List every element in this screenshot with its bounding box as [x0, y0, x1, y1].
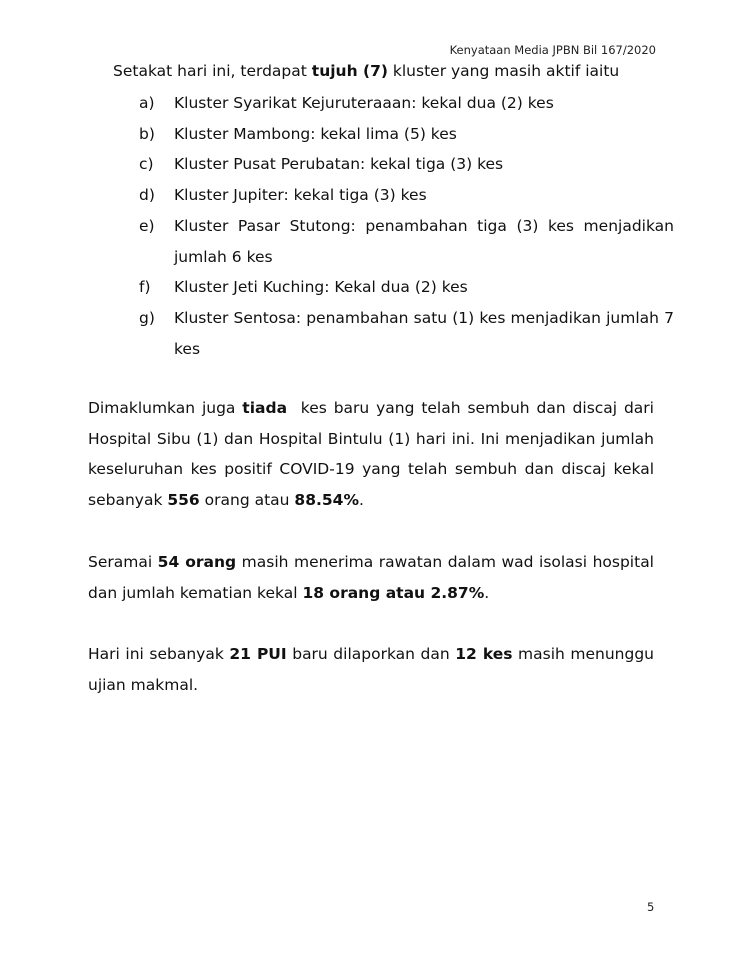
treatment-text-3: .: [484, 583, 490, 602]
cluster-list: [0, 88, 742, 364]
recovered-text-4: .: [358, 491, 364, 510]
cluster-text: Kluster Syarikat Kejuruteraaan: kekal dua (2) kes: [174, 94, 554, 112]
treatment-count: 54 orang: [157, 553, 237, 571]
pui-count: 21 PUI: [229, 645, 287, 663]
page-number: 5: [647, 900, 655, 914]
cluster-item: [0, 149, 742, 180]
cluster-marker: e): [139, 216, 155, 235]
treatment-paragraph: [88, 547, 654, 608]
intro-cluster-count: tujuh (7): [311, 62, 388, 80]
recovered-paragraph: [88, 393, 659, 516]
treatment-text-1: Seramai: [88, 553, 158, 571]
cluster-item: [0, 119, 742, 150]
recovered-total: 556: [167, 491, 200, 510]
cluster-text: Kluster Mambong: kekal lima (5) kes: [174, 124, 457, 143]
intro-text-after: kluster yang masih aktif iaitu: [387, 62, 620, 80]
pending-lab-count: 12 kes: [455, 645, 513, 663]
cluster-text: Kluster Pasar Stutong: penambahan tiga (3) kes menjadikan jumlah 6 kes: [174, 216, 674, 266]
intro-line: [113, 62, 619, 80]
cluster-text: Kluster Sentosa: penambahan satu (1) kes menjadikan jumlah 7 kes: [174, 308, 674, 358]
death-count: 18 orang atau 2.87%: [302, 583, 485, 602]
cluster-item: [0, 211, 742, 272]
cluster-item: [0, 303, 742, 364]
pui-text-1: Hari ini sebanyak: [88, 645, 230, 663]
recovered-text-3: orang atau: [199, 491, 295, 510]
cluster-marker: g): [139, 308, 155, 327]
treatment-text-2: masih menerima rawatan dalam wad isolasi hospital dan jumlah kematian kekal: [88, 553, 654, 602]
cluster-marker: d): [139, 186, 155, 205]
cluster-text: Kluster Jupiter: kekal tiga (3) kes: [174, 186, 427, 205]
pui-text-2: baru dilaporkan dan: [286, 645, 456, 663]
cluster-item: [0, 180, 742, 211]
cluster-marker: c): [139, 155, 154, 174]
intro-text-before: Setakat hari ini, terdapat: [113, 62, 312, 80]
header-reference: Kenyataan Media JPBN Bil 167/2020: [449, 43, 656, 57]
cluster-text: Kluster Jeti Kuching: Kekal dua (2) kes: [174, 278, 468, 297]
cluster-text: Kluster Pusat Perubatan: kekal tiga (3) kes: [174, 155, 504, 174]
cluster-marker: a): [139, 94, 155, 112]
cluster-item: [0, 272, 742, 303]
cluster-marker: b): [139, 124, 155, 143]
recovered-percent: 88.54%: [294, 491, 359, 510]
cluster-marker: f): [139, 278, 151, 297]
pui-text-3: masih menunggu ujian makmal.: [88, 645, 654, 694]
recovered-text-1: Dimaklumkan juga: [88, 399, 243, 417]
pui-paragraph: [88, 639, 654, 700]
cluster-item: [0, 88, 742, 119]
recovered-text-2: kes baru yang telah sembuh dan discaj dari Hospital Sibu (1) dan Hospital Bintulu (1) hari ini. Ini menjadikan jumlah keseluruhan kes positif COVID-19 yang telah sembuh dan discaj kekal sebanyak: [88, 399, 659, 510]
recovered-none: tiada: [242, 399, 288, 417]
